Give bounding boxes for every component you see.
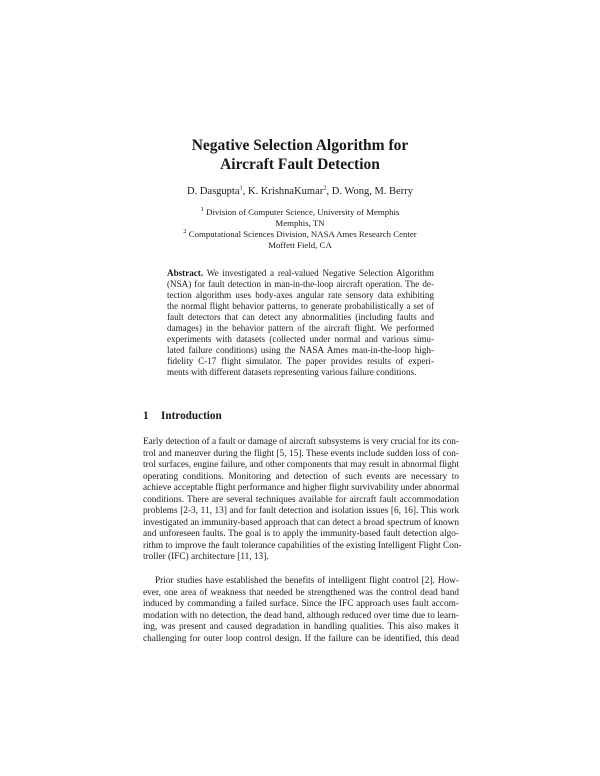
body-line: operating conditions. Monitoring and detection of such events are necessary to [143, 471, 459, 482]
abstract-line [167, 268, 434, 279]
body-line: induced by commanding a failed surface. Since the IFC approach uses fault accom- [143, 599, 459, 610]
body-line: challenging for outer loop control design. If the failure can be identified, this dead [143, 633, 459, 644]
body-line: problems [2-3, 11, 13] and for fault detection and isolation issues [6, 16]. This work [143, 506, 459, 517]
author-name: D. Wong [331, 186, 370, 197]
section-number: 1 [143, 410, 149, 422]
author-affil-mark: 1 [239, 184, 243, 192]
affil-line: Computational Sciences Division, NASA Ames Research Center [188, 229, 417, 239]
section-title: Introduction [161, 410, 222, 422]
body-line: investigated an immunity-based approach that can detect a broad spectrum of known [143, 517, 459, 528]
affil-line: Division of Computer Science, University of Memphis [206, 207, 400, 217]
body-line: trol surfaces, engine failure, and other components that may result in abnormal flight [143, 460, 459, 471]
affiliation-1-city: Memphis, TN [275, 218, 325, 228]
abstract-line: the normal flight behavior patterns, to generate probabilistically a set of [167, 301, 434, 311]
affiliations [0, 207, 600, 251]
body-line: and unforeseen faults. The goal is to apply the immunity-based fault detection algo- [143, 529, 459, 540]
author-name: M. Berry [374, 186, 413, 197]
section-heading [143, 409, 222, 423]
body-line: modation with no detection, the dead band, although reduced over time due to learn- [143, 610, 459, 621]
body-line: trol and maneuver during the flight [5, 15]. These events include sudden loss of con- [143, 448, 459, 459]
abstract [167, 268, 434, 378]
affiliation-1 [0, 207, 600, 218]
author-list: D. Dasgupta$^1$, K. KrishnaKumar$^2$, D. Wong, M. Berry [187, 184, 413, 197]
body-line: troller (IFC) architecture [11, 13]. [143, 552, 269, 563]
abstract-line: fault detectors that can detect any abnormalities (including faults and [167, 312, 434, 322]
body-line: rithm to improve the fault tolerance capabilities of the existing Intelligent Flight Con- [143, 540, 462, 551]
paper-title [0, 136, 600, 174]
body-line: Early detection of a fault or damage of aircraft subsystems is very crucial for its con- [143, 437, 459, 447]
affil-mark: 2 [183, 228, 187, 236]
abstract-line: fidelity C-17 flight simulator. The paper provides results of experi- [167, 356, 434, 366]
affiliation-2 [0, 229, 600, 240]
body-line: ever, one area of weakness that needed be strengthened was the control dead band [143, 587, 459, 598]
body-line: conditions. There are several techniques available for aircraft fault accommodation [143, 494, 459, 505]
abstract-line: tection algorithm uses body-axes angular rate sensory data exhibiting [167, 290, 434, 300]
body-line: Prior studies have established the benefits of intelligent flight control [2]. How- [155, 576, 459, 586]
author-affil-mark: 2 [323, 184, 327, 192]
intro-paragraph-2 [143, 576, 459, 645]
abstract-line: (NSA) for fault detection in man-in-the-loop aircraft operation. The de- [167, 279, 434, 289]
affiliation-2-city: Moffett Field, CA [268, 240, 332, 250]
author-name: K. KrishnaKumar [248, 186, 324, 197]
intro-paragraph-1 [143, 437, 462, 564]
title-line-1: Negative Selection Algorithm for [191, 137, 409, 154]
abstract-line: lated failure conditions) using the NASA Ames man-in-the-loop high- [167, 345, 434, 355]
body-line: achieve acceptable flight performance and higher flight survivability under abnormal [143, 483, 460, 494]
abstract-line: damages) in the behavior pattern of the aircraft flight. We performed [167, 323, 434, 333]
author-name: D. Dasgupta [187, 186, 240, 197]
affil-mark: 1 [200, 206, 204, 214]
abstract-text: We investigated a real-valued Negative Selection Algorithm [206, 268, 434, 278]
abstract-line: experiments with datasets (collected under normal and various simu- [167, 334, 434, 344]
title-line-2: Aircraft Fault Detection [220, 156, 380, 173]
abstract-label: Abstract. [167, 268, 204, 278]
body-line: ing, was present and caused degradation in handling qualities. This also makes it [143, 622, 459, 633]
abstract-line: ments with different datasets representing various failure conditions. [167, 367, 417, 377]
